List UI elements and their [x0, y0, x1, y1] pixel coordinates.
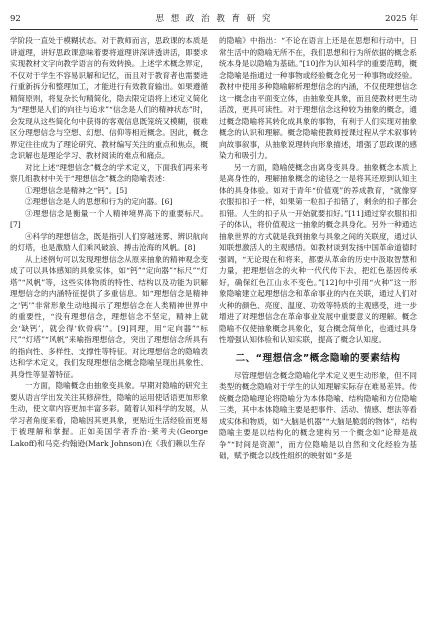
paragraph: 学阶段一直处于模糊状态。对于教师而言，思政课的本质是讲道理，讲好思政课意味着要将道理讲深讲透讲活，即要求实现教材文字向教学语言的有效转换。上述学术概念界定，不仅对于学生不容易识解和记忆，而且对于教育者也需要进行重新拆分和整理加工，才能进行有效教育输出。如果遵循精简原则，将复杂长句精简化，隐去限定语将上述定义简化为“理想是人们的向往与追求”“信念是人们的精神状态”时，会发现从这些简化句中获得的客观信息既笼统又模糊，很难区分理想信念与空想、幻想、信仰等相近概念。因此，概念界定往往成为了理论研究、教材编写关注的重点和焦点，概念识解也是理论学习、教材阅读的难点和痛点。: [10, 36, 208, 160]
header-rule: [10, 29, 418, 30]
example-item: ④科学的理想信念，既是指引人们穿越迷雾、辨识航向的灯塔，也是激励人们乘风破浪、搏击沧海的风帆。[8]: [10, 231, 208, 252]
paragraph: 从上述例句可以发现理想信念从原来抽象的精神观念变成了可以具体感知的具象实体，如“钙”“定向器”“标尺”“灯塔”“风帆”等，这些实体物质的特性、结构以及功能为识解理想信念的内涵特征提供了多重信息。如“理想信念是精神之‘钙’”非常形象生动地揭示了理想信念在人类精神世界中的重要性，“没有理想信念，理想信念不坚定，精神上就会‘缺钙’，就会得‘软骨病’”。[9]同理，用“定向器”“标尺”“灯塔”“风帆”来喻指理想信念，突出了理想信念所具有的指向性、多样性、支撑性等特征。对比理想信念的隐喻表达和学术定义，我们发现理想信念概念隐喻呈现出具象性、具身性等显著特征。: [10, 254, 208, 379]
right-column: [219, 35, 417, 631]
example-item: ②理想信念是人的思想和行为的定向器。[6]: [25, 197, 173, 206]
section-heading: 二、“理想信念”概念隐喻的要素结构: [235, 352, 401, 364]
example-item: ①理想信念是精神之“钙”。[5]: [25, 185, 128, 195]
paragraph: 另一方面，隐喻使概念由离身变具身。抽象概念本质上是离身性的，理解抽象概念的途径之一是将其还原到认知主体的具身体验。如对于青年“价值观”的养成教育，“就像穿衣服扣扣子一样，如果第一粒扣子扣错了，剩余的扣子都会扣错。人生的扣子从一开始就要扣好。”[11]通过穿衣服扣扣子的体认，将价值观这一抽象的概念具身化。另外一种通达抽象世界的方式就是我到抽象与具象之间的关联度，通过认知联想激活人的主观感悟。如教材谈到发扬中国革命道德时强调，“无论現在和将来，都要从革命的历史中汲取智慧和力量，把理想信念的火种一代代传下去，把红色基因传承好，确保红色江山永不变色。”[12]句中引用“火种”这一形象隐喻建立起理想信念和革命事业的内在关联，通过人们对火种的颜色、亮度、温度、功效等特质的主观感受，进一步增进了对理想信念在革命事业发展中重要意义的理解。概念隐喻不仅使抽象概念具象化，复合概念简单化，也通过具身性增强认知体验和认知实联，提高了概念认知度。: [219, 162, 417, 344]
page-number: 92: [10, 14, 21, 24]
paragraph: 尽管理想信念概念隐喻化学术定义更生动形象，但不同类型的概念隐喻对于学生的认知理解实际存在难易差异。传统概念隐喻理论将隐喻分为本体隐喻、结构隐喻和方位隐喻三类，其中本体隐喻主要是把事件、活动、情感、想法等看成实体和物质，如“大脑是机器”“大脑是脆弱的物体”，结构隐喻主要是以结构化的概念建构另一个概念如“论辩是战争”“时间是资源”，而方位隐喻是以自然和文化经验为基础，赋予概念以线性组织的映射如“多是: [219, 370, 417, 460]
paragraph: 一方面，隐喻概念由抽象变具象。早期对隐喻的研究主要从语言学出发关注其修辞性，隐喻的运用使话语更加形象生动，使文章内容更加丰富多彩。随着认知科学的发展，从学习者角度来看，隐喻因其更具象，更贴近生活经验而更易于被理解和掌握。正如美国学者乔治·莱考夫(George Lakoff)和马克·约翰逊(Mark Johnson)在《我们赖以生存: [10, 381, 208, 448]
page-header: [10, 12, 418, 26]
issue-year: 2025 年: [385, 14, 418, 24]
paragraph: 对比上述“理想信念”概念的学术定义，下面我们再来考察几组教材中关于“理想信念”概念的隐喻表述：: [10, 162, 208, 183]
journal-title: 思 想 政 治 教 育 研 究: [155, 14, 273, 24]
left-column: [10, 35, 208, 631]
example-item: ③理想信念是衡量一个人精神境界高下的重要标尺。[7]: [10, 208, 208, 229]
paragraph: 的隐喻》中指出：“不论在语言上还是在思想和行动中，日常生活中的隐喻无所不在，我们思想和行为所依据的概念系统本身是以隐喻为基础。”[10]作为认知科学的重要范畴，概念隐喻是指通过一种事物或经验概念化另一种事物或经验。教材中使用多种隐喻解析理想信念的内涵，不仅使理想信念这一概念由平面变立体，由抽象变具象，而且使教材更生动活泼，更具可读性。对于理想信念这种较为抽象的概念，通过概念隐喻将其转化成具象的事物，有利于人们实现对抽象概念的认识和理解。概念隐喻使教师授课过程从学术叙事转向故事叙事，从抽象说理转向形象描述，增强了思政课的感染力和吸引力。: [219, 36, 417, 160]
